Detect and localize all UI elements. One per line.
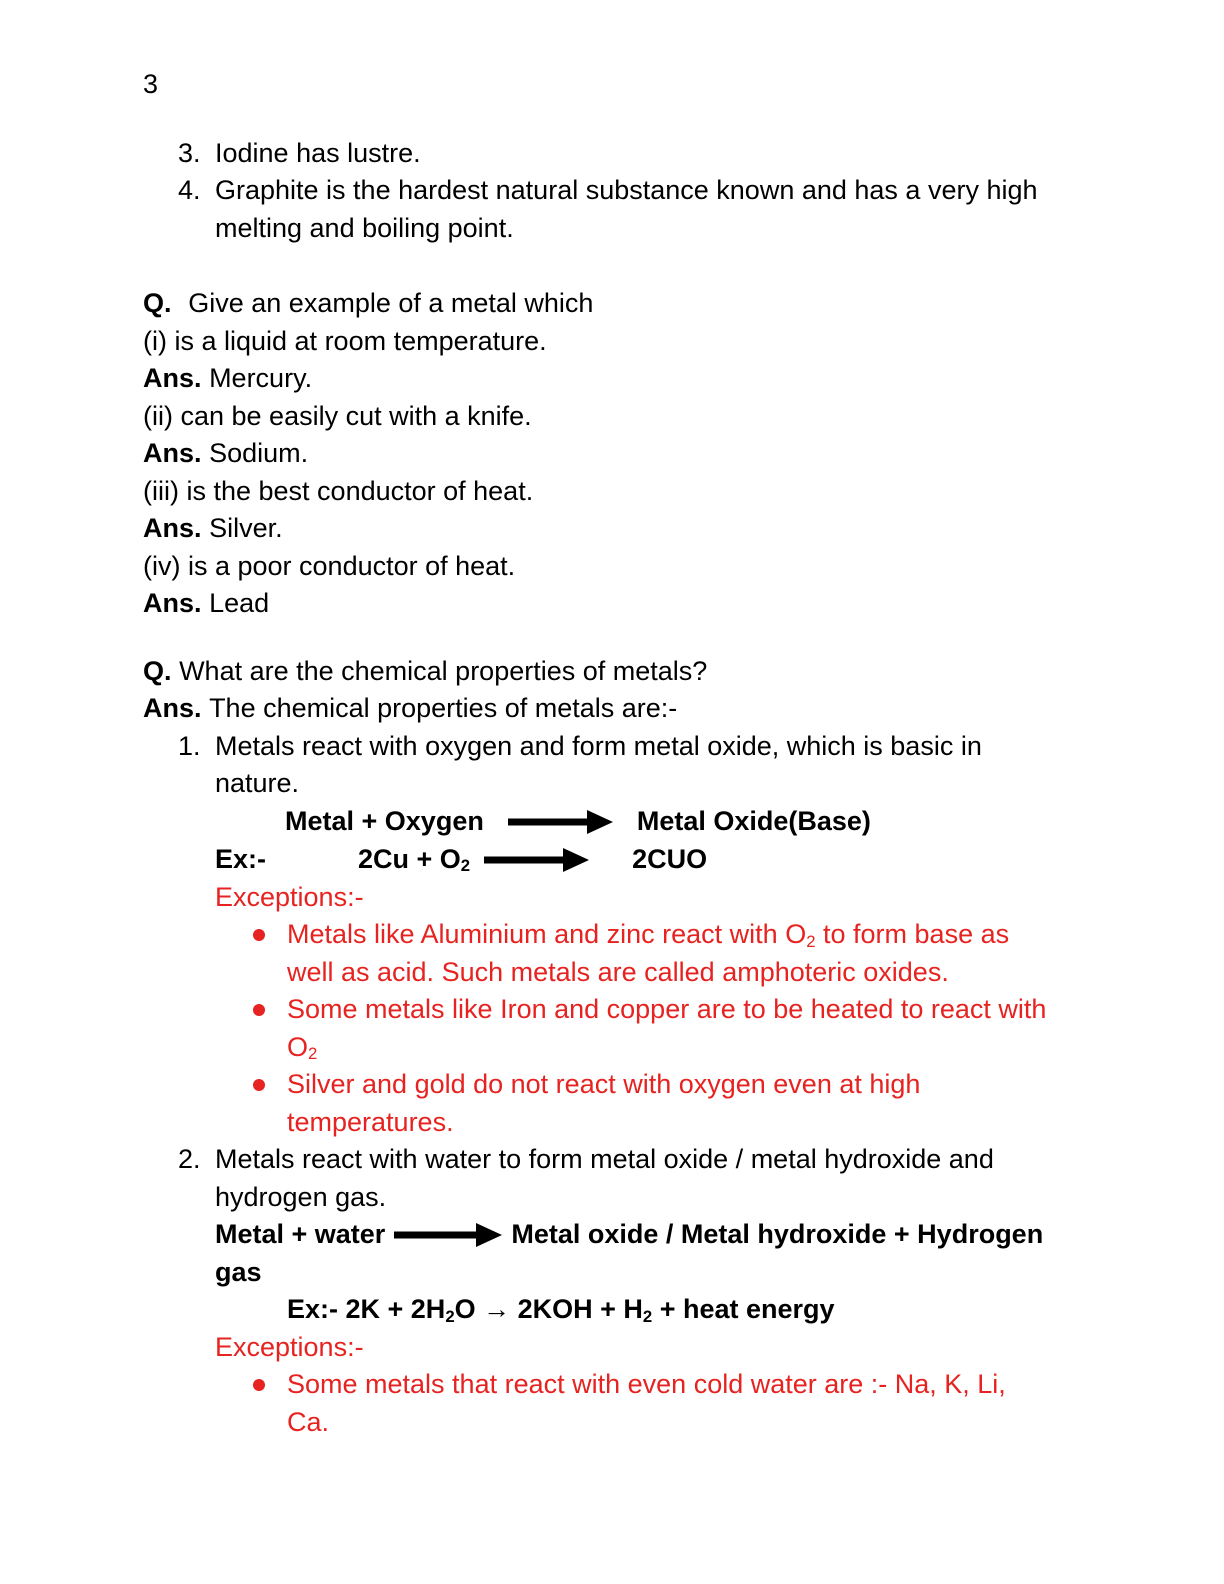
bullet-icon [253, 929, 265, 941]
bullet-icon [253, 1379, 265, 1391]
sub-question: (ii) can be easily cut with a knife. [143, 400, 532, 431]
exception-text: Metals like Aluminium and zinc react with $O_2$ to form base as well as acid. Such metals are called amphoteric oxides. [287, 919, 1010, 987]
exception-bullet [143, 991, 1224, 1066]
answer-text: Silver. [209, 513, 283, 543]
list-item-text: Iodine has lustre. [215, 137, 421, 168]
equation-left: Metal + Oxygen [285, 805, 484, 836]
answer-text: Mercury. [209, 363, 313, 393]
exceptions-heading: Exceptions:- [215, 1331, 364, 1362]
list-item-text: Metals react with water to form metal oxide / metal hydroxide and hydrogen gas. [215, 1144, 994, 1212]
page-number: 3 [143, 69, 159, 99]
list-item-text: Metals react with oxygen and form metal oxide, which is basic in nature. [215, 730, 982, 798]
exception-bullet [143, 916, 1224, 991]
reaction-example-water: Ex:- $2K + 2H_2O \to 2KOH + H_2$ + heat energy [287, 1294, 835, 1326]
sub-question: (i) is a liquid at room temperature. [143, 325, 547, 356]
bullet-icon [253, 1079, 265, 1091]
example-product: 2CUO [632, 843, 708, 874]
reaction-example-oxygen [215, 841, 1224, 879]
equation-left: Metal + water [215, 1219, 386, 1249]
question-line [143, 285, 1224, 323]
reaction-equation-oxygen [285, 803, 1224, 841]
subscript: 2 [460, 856, 471, 876]
answer-line [143, 510, 1224, 548]
list-item-number: 1. [178, 730, 201, 761]
reaction-arrow-icon [508, 809, 613, 835]
answer-text: Sodium. [209, 438, 309, 468]
question-text: What are the chemical properties of metals? [179, 655, 708, 686]
question-label: Q. [143, 655, 172, 686]
reaction-arrow-icon [484, 847, 589, 873]
answer-text: Lead [209, 588, 270, 618]
sub-question: (iii) is the best conductor of heat. [143, 475, 534, 506]
list-item-number: 3. [178, 137, 201, 168]
question-block-1 [143, 285, 1224, 623]
answer-label: Ans. [143, 588, 202, 618]
subscript: 2 [806, 931, 816, 951]
exception-text: Silver and gold do not react with oxygen even at high temperatures. [287, 1069, 921, 1137]
list-item [143, 172, 1224, 247]
exception-text: Some metals like Iron and copper are to be heated to react with $O_2$ [287, 994, 1047, 1064]
answer-label: Ans. [143, 363, 202, 393]
exception-bullet [143, 1066, 1224, 1141]
answer-line [143, 585, 1224, 623]
property-item-1 [143, 728, 1224, 803]
list-item-text: Graphite is the hardest natural substance known and has a very high melting and boiling point. [215, 175, 1038, 243]
example-formula: $2Cu + O_2$ [358, 843, 471, 876]
question-block-2 [143, 653, 1224, 1442]
exception-bullet [143, 1366, 1224, 1441]
question-text: Give an example of a metal which [188, 288, 594, 318]
subscript: 2 [445, 1306, 455, 1326]
list-item [143, 135, 1224, 173]
answer-label: Ans. [143, 693, 202, 723]
list-item-number: 4. [178, 175, 201, 205]
answer-line [143, 435, 1224, 473]
answer-label: Ans. [143, 513, 202, 543]
bullet-icon [253, 1004, 265, 1016]
equation-right: Metal oxide / Metal hydroxide + Hydrogen gas [215, 1219, 1044, 1287]
numbered-list-continued [143, 135, 1224, 248]
sub-question: (iv) is a poor conductor of heat. [143, 550, 516, 581]
exception-text: Some metals that react with even cold water are :- Na, K, Li, Ca. [287, 1369, 1006, 1437]
property-item-2 [143, 1141, 1224, 1216]
example-label: Ex:- [215, 843, 267, 874]
reaction-arrow-icon [394, 1222, 502, 1248]
reaction-equation-water [215, 1216, 1060, 1291]
subscript: 2 [308, 1044, 318, 1064]
answer-text: The chemical properties of metals are:- [209, 693, 678, 723]
list-item-number: 2. [178, 1144, 201, 1174]
answer-label: Ans. [143, 438, 202, 468]
equation-right: Metal Oxide(Base) [636, 805, 871, 836]
answer-line [143, 690, 1224, 728]
subscript: 2 [642, 1306, 653, 1326]
question-line [143, 653, 1224, 691]
exceptions-heading: Exceptions:- [215, 881, 364, 912]
question-label: Q. [143, 288, 172, 318]
answer-line [143, 360, 1224, 398]
